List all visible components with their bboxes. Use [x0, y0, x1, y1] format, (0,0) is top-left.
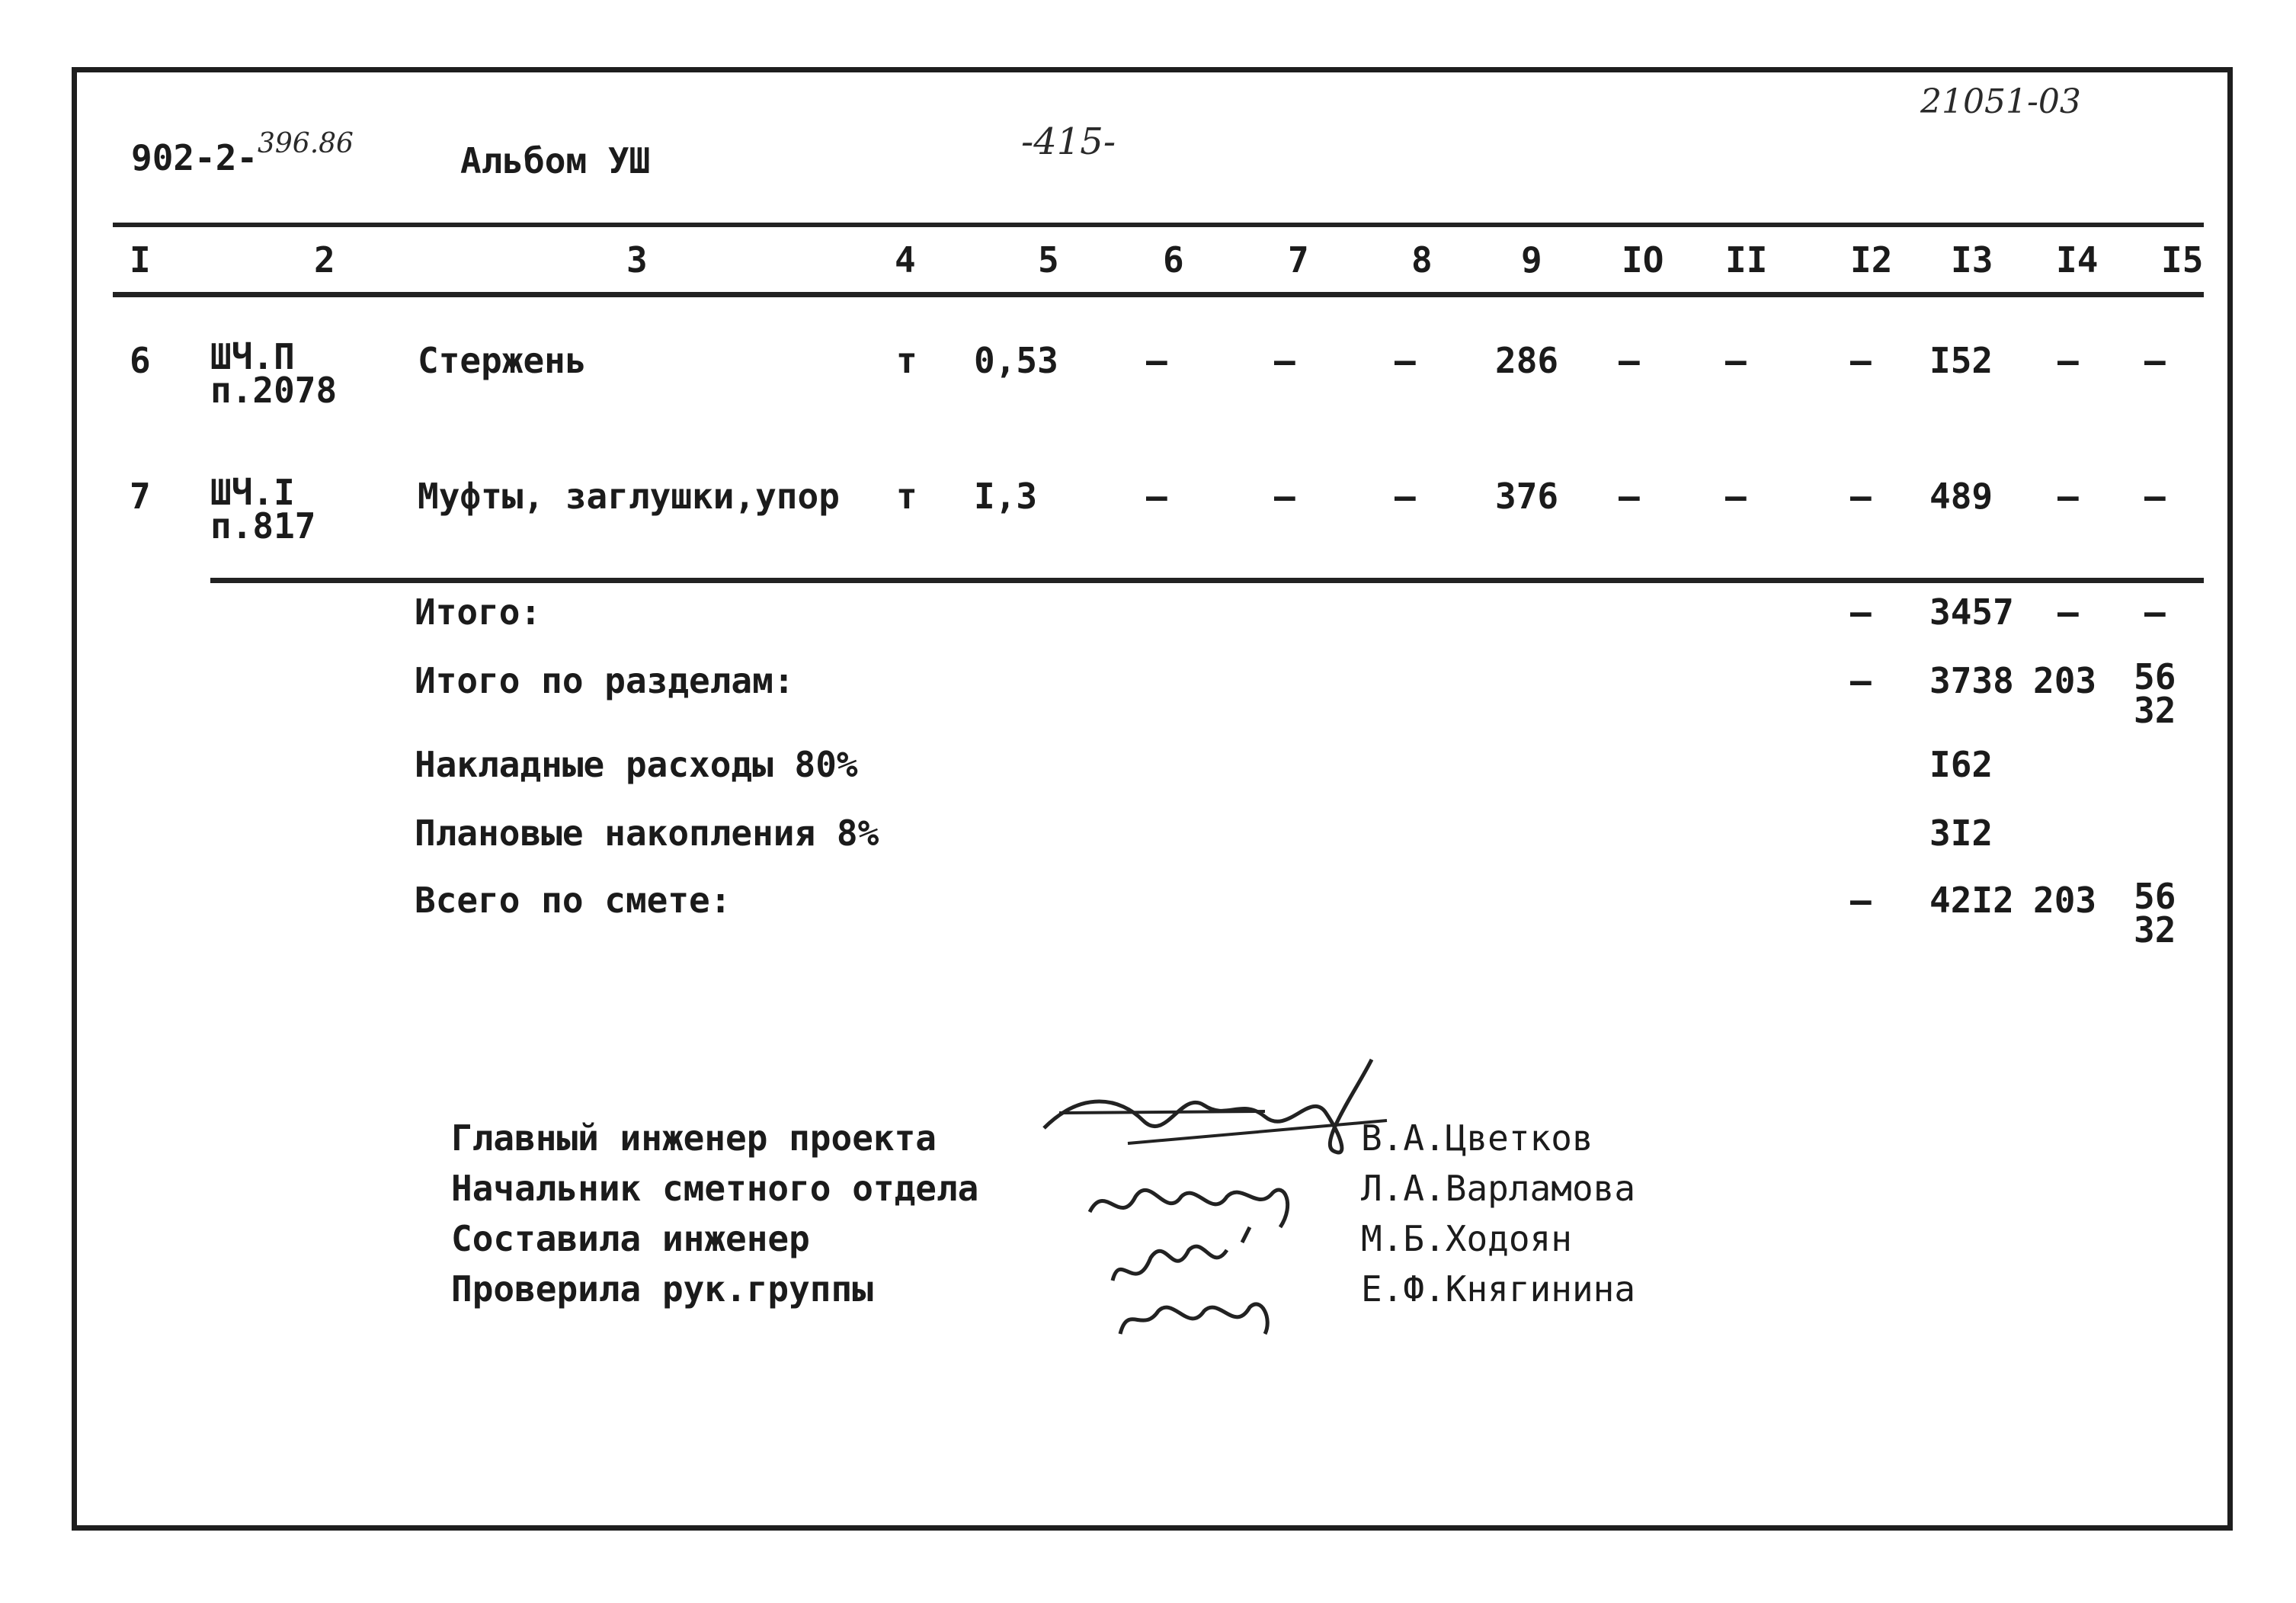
totals-c12: –	[1850, 660, 1872, 701]
totals-c14: 203	[2033, 660, 2097, 701]
cell-c13: I52	[1929, 340, 1993, 381]
col-header: I	[130, 239, 151, 281]
totals-label: Плановые накопления 8%	[415, 813, 879, 854]
totals-c13: 3I2	[1929, 813, 1993, 854]
cell-c9: 286	[1495, 340, 1559, 381]
cell-c13: 489	[1929, 476, 1993, 517]
col-header: I2	[1850, 239, 1893, 281]
row-unit: т	[896, 476, 917, 517]
sig-role: Составила инженер	[451, 1218, 810, 1259]
series-prefix: 902-2-	[131, 137, 258, 178]
cell-c14: –	[2057, 340, 2079, 381]
totals-c13: I62	[1929, 744, 1993, 785]
totals-c14: 203	[2033, 880, 2097, 921]
totals-c15	[2134, 876, 2176, 951]
totals-c15-line2: 32	[2134, 909, 2176, 951]
col-header: 3	[626, 239, 648, 281]
sig-name: М.Б.Ходоян	[1361, 1218, 1572, 1259]
totals-c13: 42I2	[1929, 880, 2014, 921]
col-header: 5	[1038, 239, 1059, 281]
totals-c15-line1: 56	[2134, 656, 2176, 697]
totals-c15: –	[2144, 592, 2166, 633]
cell-c11: –	[1725, 340, 1747, 381]
col-header: I5	[2161, 239, 2204, 281]
totals-c15	[2134, 656, 2176, 731]
signature-scribble-3	[1097, 1220, 1295, 1342]
col-header: 9	[1521, 239, 1542, 281]
row-num: 6	[130, 340, 151, 381]
totals-c15-line1: 56	[2134, 876, 2176, 917]
row-qty: I,3	[974, 476, 1038, 517]
col-header: IO	[1622, 239, 1664, 281]
totals-label: Итого:	[415, 592, 542, 633]
row-ref-line1: ШЧ.I	[210, 472, 295, 513]
row-ref-line2: п.2078	[210, 370, 338, 411]
sig-name: В.А.Цветков	[1361, 1117, 1593, 1159]
row-name: Муфты, заглушки,упор	[418, 476, 840, 517]
sig-name: Е.Ф.Княгинина	[1361, 1268, 1636, 1310]
cell-c6: –	[1146, 476, 1167, 517]
totals-c12: –	[1850, 880, 1872, 921]
cell-c14: –	[2057, 476, 2079, 517]
row-qty: 0,53	[974, 340, 1058, 381]
totals-label: Накладные расходы 80%	[415, 744, 858, 785]
col-header: I4	[2056, 239, 2099, 281]
cell-c12: –	[1850, 476, 1872, 517]
totals-label: Итого по разделам:	[415, 660, 795, 701]
totals-label: Всего по смете:	[415, 880, 732, 921]
col-header: 2	[314, 239, 335, 281]
row-unit: т	[896, 340, 917, 381]
album-label: Альбом УШ	[460, 140, 651, 181]
totals-c14: –	[2057, 592, 2079, 633]
cell-c8: –	[1395, 340, 1416, 381]
col-header: 7	[1288, 239, 1309, 281]
row-ref	[210, 472, 316, 547]
cell-c12: –	[1850, 340, 1872, 381]
sig-role: Главный инженер проекта	[451, 1117, 937, 1159]
row-name: Стержень	[418, 340, 587, 381]
header-rule-top	[113, 223, 2204, 227]
totals-c13: 3457	[1929, 592, 2014, 633]
sig-role: Проверила рук.группы	[451, 1268, 873, 1310]
row-ref	[210, 336, 338, 411]
cell-c9: 376	[1495, 476, 1559, 517]
doc-code: 21051-03	[1920, 82, 2081, 121]
sig-role: Начальник сметного отдела	[451, 1168, 979, 1209]
sig-name: Л.А.Варламова	[1361, 1168, 1636, 1209]
col-header: I3	[1951, 239, 1993, 281]
col-header: 6	[1163, 239, 1184, 281]
header-rule-bottom	[113, 292, 2204, 297]
cell-c10: –	[1619, 476, 1640, 517]
totals-c12: –	[1850, 592, 1872, 633]
cell-c11: –	[1725, 476, 1747, 517]
totals-rule	[210, 578, 2204, 583]
cell-c7: –	[1274, 476, 1295, 517]
col-header: 4	[895, 239, 916, 281]
cell-c6: –	[1146, 340, 1167, 381]
row-num: 7	[130, 476, 151, 517]
cell-c10: –	[1619, 340, 1640, 381]
cell-c15: –	[2144, 476, 2166, 517]
cell-c15: –	[2144, 340, 2166, 381]
series-handwritten: 396.86	[258, 128, 354, 159]
page-number: -415-	[1021, 120, 1116, 163]
cell-c7: –	[1274, 340, 1295, 381]
totals-c13: 3738	[1929, 660, 2014, 701]
cell-c8: –	[1395, 476, 1416, 517]
row-ref-line1: ШЧ.П	[210, 336, 295, 377]
totals-c15-line2: 32	[2134, 690, 2176, 731]
row-ref-line2: п.817	[210, 505, 316, 547]
col-header: II	[1725, 239, 1768, 281]
col-header: 8	[1411, 239, 1433, 281]
